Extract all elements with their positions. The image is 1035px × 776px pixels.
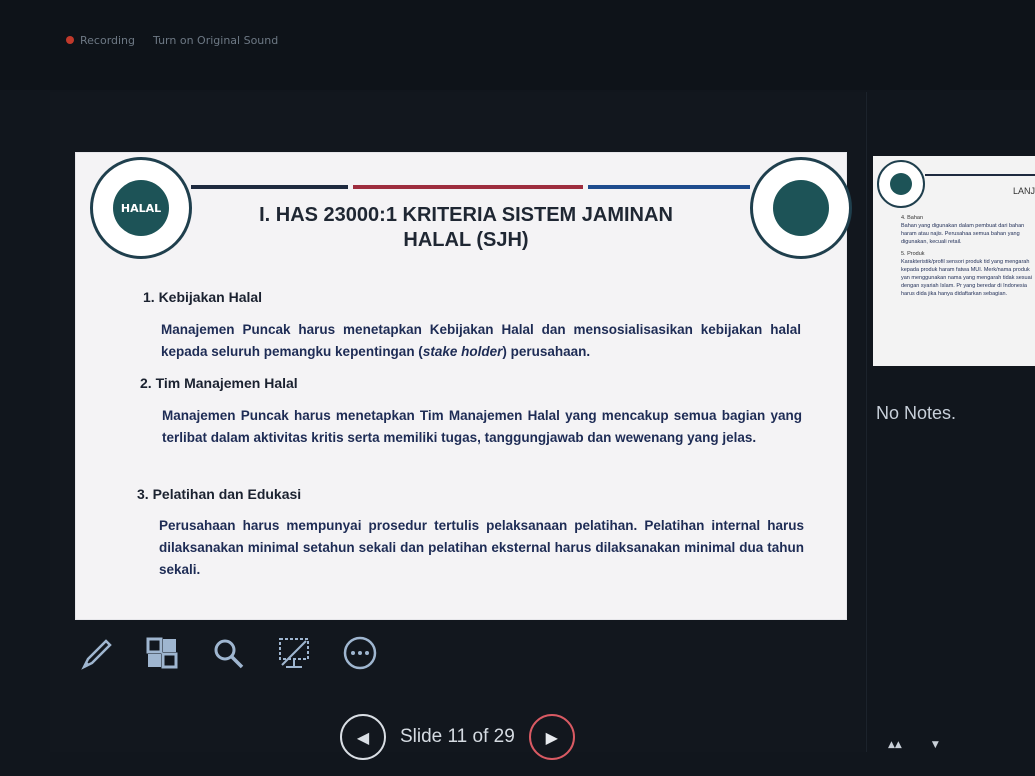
section-3-heading: 3. Pelatihan dan Edukasi bbox=[137, 486, 302, 502]
thumb-item-text: Karakteristik/profil sensori produk tid yang mengarah kepada produk haram fatwa MUI. Merk/nama produk yan menggunakan nama yang mengarah tidak sesuai dengan syariah Islam. Pr yang beredar di Indonesia harus dida jika hanya didaftarkan sebagian. bbox=[901, 259, 1032, 297]
section-1-heading: 1. Kebijakan Halal bbox=[143, 289, 263, 305]
next-slide-preview[interactable] bbox=[873, 156, 1035, 366]
slide-navigation bbox=[340, 714, 575, 760]
header-stripe-dark bbox=[191, 185, 348, 189]
slide-title-line1: I. HAS 23000:1 KRITERIA SISTEM JAMINAN bbox=[259, 204, 673, 226]
slide-title bbox=[226, 203, 706, 253]
thumb-header-stripe bbox=[925, 174, 1035, 176]
thumb-title: LANJ bbox=[1013, 186, 1035, 196]
header-stripe-blue bbox=[588, 185, 750, 189]
chevron-right-icon: ▶ bbox=[545, 727, 558, 747]
section-body bbox=[162, 405, 802, 449]
header-stripe-red bbox=[353, 185, 583, 189]
section-1-body bbox=[161, 319, 801, 363]
section-body bbox=[161, 319, 801, 363]
recording-status bbox=[66, 34, 135, 47]
slide-title-line2: HALAL (SJH) bbox=[403, 229, 529, 251]
section-1-body-end: ) perusahaan. bbox=[502, 344, 591, 359]
slide-counter[interactable]: Slide 11 of 29 bbox=[400, 726, 515, 747]
section-heading bbox=[143, 289, 262, 305]
next-slide-button[interactable] bbox=[529, 714, 575, 760]
presenter-tools bbox=[76, 633, 380, 673]
panel-divider bbox=[866, 92, 867, 752]
current-slide bbox=[76, 153, 846, 619]
pen-icon[interactable] bbox=[76, 633, 116, 673]
increase-font-icon[interactable]: ▲▲ bbox=[888, 740, 902, 750]
previous-slide-button[interactable] bbox=[340, 714, 386, 760]
section-1-body-italic: stake holder bbox=[422, 344, 503, 359]
chevron-left-icon: ◀ bbox=[356, 727, 370, 747]
thumb-mui-logo bbox=[877, 160, 925, 208]
thumb-item-text: Bahan yang digunakan dalam pembuat dari bahan haram atau najis. Perusahaa semua bahan yang digunakan, kecuali retail. bbox=[901, 223, 1025, 245]
section-heading bbox=[137, 486, 301, 502]
section-heading bbox=[140, 375, 298, 391]
recording-label: Recording bbox=[80, 34, 136, 47]
decrease-font-icon[interactable]: ▼ bbox=[931, 740, 939, 750]
logo-halal-text: HALAL bbox=[113, 180, 169, 236]
notes-font-controls bbox=[888, 740, 939, 750]
see-all-slides-icon[interactable] bbox=[142, 633, 182, 673]
section-3-body: Perusahaan harus mempunyai prosedur tertulis pelaksanaan pelatihan. Pelatihan internal harus dilaksanakan minimal setahun sekali dan pelatihan eksternal harus dilaksanakan minimal dua tahun sekali. bbox=[159, 518, 804, 577]
thumb-content bbox=[901, 210, 1035, 298]
section-body bbox=[159, 515, 804, 581]
thumb-item-heading: 5. Produk bbox=[901, 251, 925, 257]
top-bar bbox=[0, 0, 1035, 90]
mui-halal-logo bbox=[90, 157, 192, 259]
logo-calligraphy-icon bbox=[773, 180, 829, 236]
zoom-icon[interactable] bbox=[208, 633, 248, 673]
section-2-body: Manajemen Puncak harus menetapkan Tim Manajemen Halal yang mencakup semua bagian yang terlibat dalam aktivitas kritis serta memiliki tugas, tanggungjawab dan wewenang yang jelas. bbox=[162, 408, 802, 445]
more-options-icon[interactable] bbox=[340, 633, 380, 673]
section-2-heading: 2. Tim Manajemen Halal bbox=[140, 375, 298, 391]
thumb-item-heading: 4. Bahan bbox=[901, 215, 924, 221]
original-sound-toggle[interactable]: Turn on Original Sound bbox=[153, 34, 279, 47]
mui-logo bbox=[750, 157, 852, 259]
speaker-notes[interactable]: No Notes. bbox=[876, 403, 957, 423]
black-screen-icon[interactable] bbox=[274, 633, 314, 673]
recording-indicator bbox=[66, 34, 278, 47]
section-1-body-text: Manajemen Puncak harus menetapkan Kebijakan Halal dan mensosialisasikan kebijakan halal kepada seluruh pemangku kepentingan ( bbox=[161, 322, 801, 359]
recording-dot-icon bbox=[66, 36, 74, 44]
